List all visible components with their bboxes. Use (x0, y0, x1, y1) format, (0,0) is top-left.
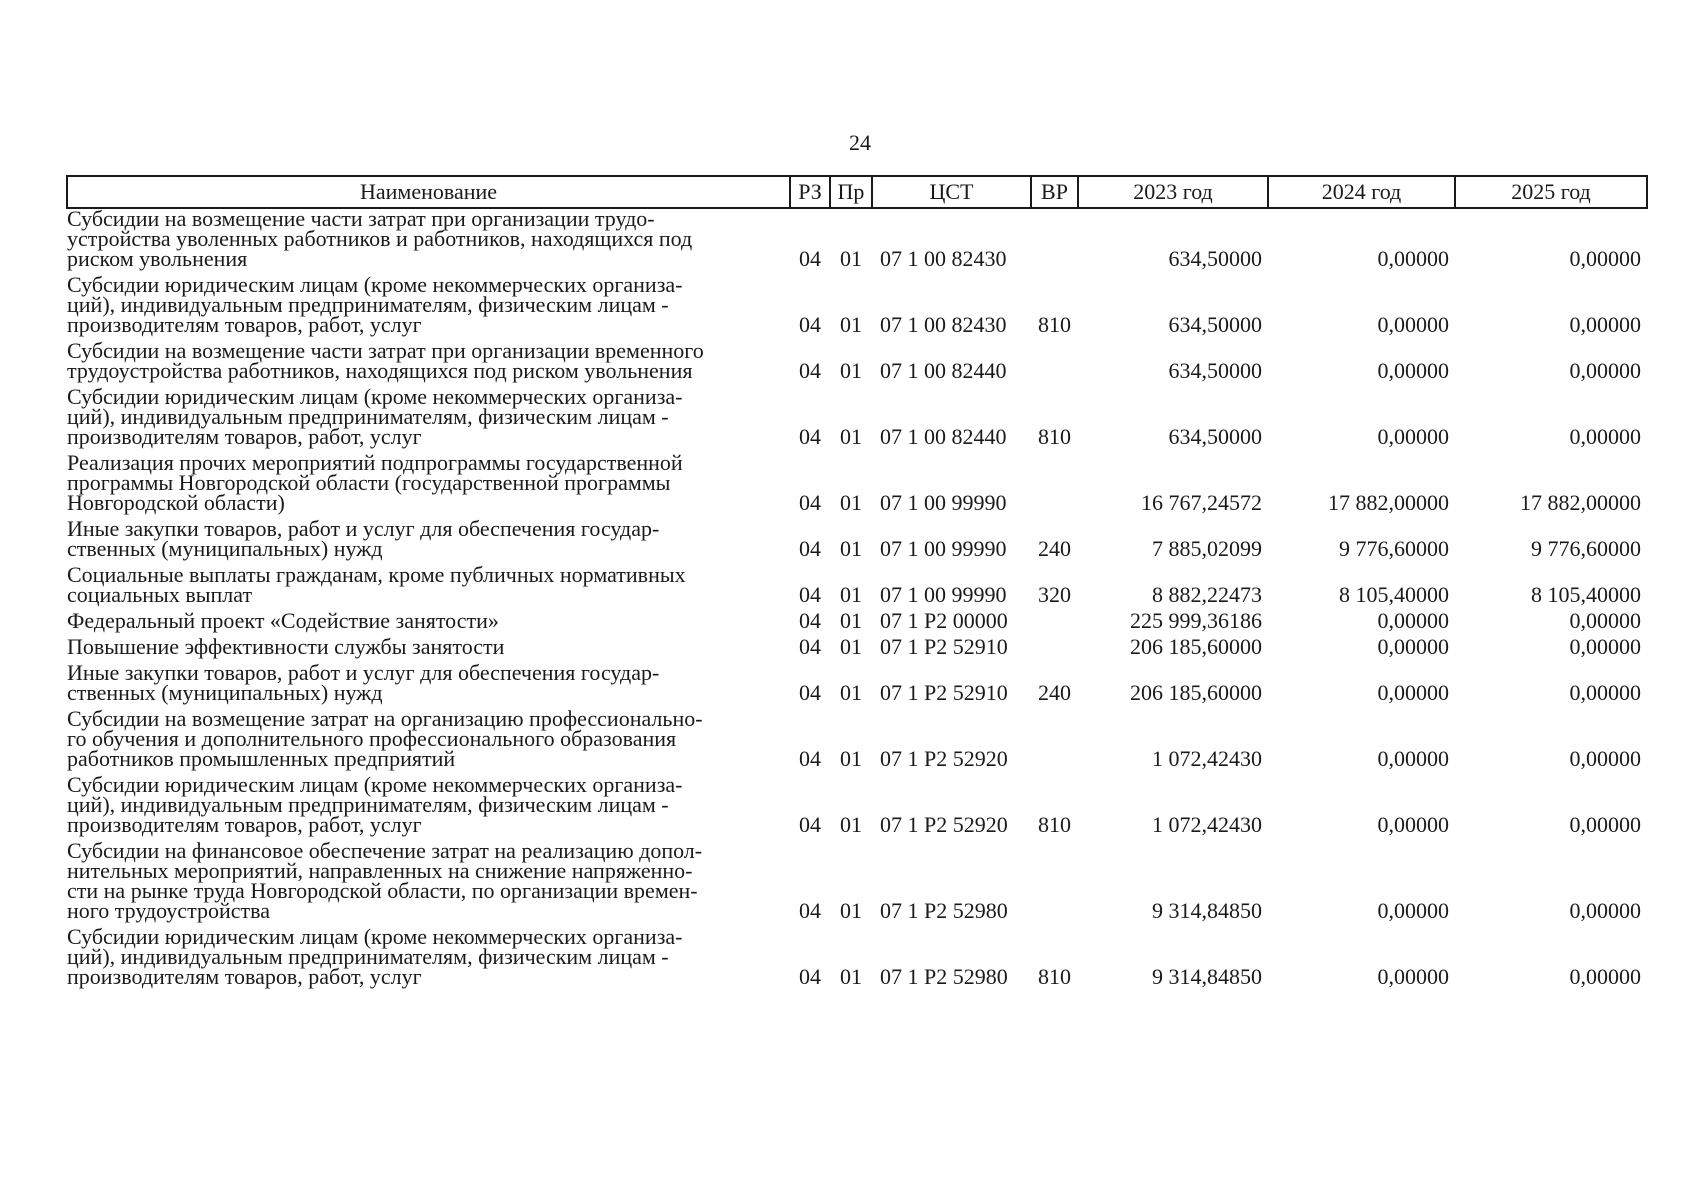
table-row (67, 449, 1647, 515)
row-rz: 04 (799, 964, 821, 989)
row-amount-2023: 9 314,84850 (1152, 964, 1262, 989)
row-cst: 07 1 00 82440 (880, 424, 1007, 449)
row-name-line: Субсидии юридическим лицам (кроме некоммерческих организа- (67, 772, 683, 797)
row-pr: 01 (840, 582, 862, 607)
row-cst: 07 1 00 82430 (880, 312, 1007, 337)
row-name-line: ственных (муниципальных) нужд (67, 680, 383, 705)
row-vr (1031, 633, 1078, 659)
row-vr (1031, 337, 1078, 383)
row-name-line: сти на рынке труда Новгородской области, по организации времен- (67, 878, 698, 903)
row-name-line: Субсидии юридическим лицам (кроме некоммерческих организа- (67, 272, 683, 297)
row-amount-2024: 0,00000 (1377, 246, 1449, 271)
row-name-line: Субсидии на финансовое обеспечение затрат на реализацию допол- (67, 838, 703, 863)
row-vr (1031, 837, 1078, 923)
header-2024: 2024 год (1268, 176, 1455, 208)
row-cst: 07 1 00 99990 (880, 536, 1007, 561)
row-amount-2023: 634,50000 (1168, 424, 1262, 449)
row-name-line: ций), индивидуальным предпринимателям, физическим лицам - (67, 292, 669, 317)
row-name-line: Иные закупки товаров, работ и услуг для обеспечения государ- (67, 516, 660, 541)
row-name-line: ций), индивидуальным предпринимателям, физическим лицам - (67, 404, 669, 429)
row-name-line: устройства уволенных работников и работников, находящихся под (67, 226, 693, 251)
row-name (67, 208, 790, 271)
row-amount-2024: 0,00000 (1377, 358, 1449, 383)
row-name-line: ного трудоустройства (67, 898, 270, 923)
row-rz: 04 (799, 746, 821, 771)
row-name (67, 659, 790, 705)
row-amount-2025: 0,00000 (1569, 358, 1641, 383)
row-vr (1031, 705, 1078, 771)
row-name-line: производителям товаров, работ, услуг (67, 312, 422, 337)
row-pr: 01 (840, 490, 862, 515)
row-amount-2025: 17 882,00000 (1520, 490, 1641, 515)
row-name-line: Социальные выплаты гражданам, кроме публичных нормативных (67, 562, 686, 587)
row-cst: 07 1 00 82440 (880, 358, 1007, 383)
row-rz: 04 (799, 680, 821, 705)
table-row (67, 271, 1647, 337)
row-name-line: ций), индивидуальным предпринимателям, физическим лицам - (67, 944, 669, 969)
row-pr: 01 (840, 246, 862, 271)
row-vr (1031, 449, 1078, 515)
row-rz: 04 (799, 812, 821, 837)
table-row (67, 771, 1647, 837)
row-rz: 04 (799, 634, 821, 659)
row-name (67, 837, 790, 923)
row-vr: 810 (1038, 424, 1071, 449)
row-amount-2023: 634,50000 (1168, 358, 1262, 383)
row-amount-2025: 0,00000 (1569, 680, 1641, 705)
row-vr: 320 (1038, 582, 1071, 607)
row-amount-2023: 634,50000 (1168, 312, 1262, 337)
row-name-line: программы Новгородской области (государственной программы (67, 470, 671, 495)
budget-table (66, 175, 1648, 989)
table-row (67, 633, 1647, 659)
row-name-line: трудоустройства работников, находящихся под риском увольнения (67, 358, 693, 383)
row-amount-2023: 206 185,60000 (1130, 680, 1262, 705)
row-pr: 01 (840, 634, 862, 659)
row-pr: 01 (840, 608, 862, 633)
row-vr (1031, 607, 1078, 633)
row-name-line: Повышение эффективности службы занятости (67, 634, 505, 659)
row-amount-2025: 0,00000 (1569, 246, 1641, 271)
row-amount-2023: 225 999,36186 (1130, 608, 1262, 633)
header-name: Наименование (67, 176, 790, 208)
row-amount-2024: 0,00000 (1377, 312, 1449, 337)
row-pr: 01 (840, 536, 862, 561)
row-vr (1031, 208, 1078, 271)
row-name-line: ций), индивидуальным предпринимателям, физическим лицам - (67, 792, 669, 817)
row-amount-2024: 8 105,40000 (1339, 582, 1449, 607)
row-rz: 04 (799, 582, 821, 607)
row-amount-2024: 9 776,60000 (1339, 536, 1449, 561)
row-name-line: производителям товаров, работ, услуг (67, 424, 422, 449)
row-amount-2025: 0,00000 (1569, 964, 1641, 989)
row-name-line: Субсидии на возмещение части затрат при организации временного (67, 338, 704, 363)
row-vr: 240 (1038, 536, 1071, 561)
row-name (67, 923, 790, 989)
row-pr: 01 (840, 812, 862, 837)
row-amount-2025: 0,00000 (1569, 634, 1641, 659)
row-name-line: Иные закупки товаров, работ и услуг для обеспечения государ- (67, 660, 660, 685)
row-amount-2023: 206 185,60000 (1130, 634, 1262, 659)
row-name (67, 449, 790, 515)
header-cst: ЦСТ (872, 176, 1031, 208)
row-name (67, 607, 790, 633)
row-amount-2024: 0,00000 (1377, 812, 1449, 837)
row-name-line: Субсидии юридическим лицам (кроме некоммерческих организа- (67, 384, 683, 409)
row-rz: 04 (799, 424, 821, 449)
row-rz: 04 (799, 608, 821, 633)
row-name-line: Федеральный проект «Содействие занятости» (67, 608, 499, 633)
row-pr: 01 (840, 898, 862, 923)
row-amount-2025: 0,00000 (1569, 898, 1641, 923)
row-cst: 07 1 P2 52920 (880, 812, 1008, 837)
row-name (67, 561, 790, 607)
row-amount-2024: 0,00000 (1377, 898, 1449, 923)
row-name (67, 383, 790, 449)
row-pr: 01 (840, 358, 862, 383)
table-row (67, 659, 1647, 705)
row-name-line: го обучения и дополнительного профессионального образования (67, 726, 677, 751)
row-vr: 810 (1038, 964, 1071, 989)
row-cst: 07 1 P2 52980 (880, 898, 1008, 923)
header-rz: РЗ (790, 176, 830, 208)
page-number: 24 (849, 130, 871, 155)
header-pr: Пр (830, 176, 872, 208)
row-pr: 01 (840, 424, 862, 449)
table-row (67, 208, 1647, 271)
row-pr: 01 (840, 964, 862, 989)
row-amount-2023: 1 072,42430 (1152, 812, 1262, 837)
row-rz: 04 (799, 898, 821, 923)
row-amount-2025: 0,00000 (1569, 312, 1641, 337)
row-name (67, 515, 790, 561)
row-amount-2024: 0,00000 (1377, 964, 1449, 989)
row-cst: 07 1 00 99990 (880, 490, 1007, 515)
table-row (67, 837, 1647, 923)
row-amount-2024: 17 882,00000 (1328, 490, 1449, 515)
row-name-line: Реализация прочих мероприятий подпрограммы государственной (67, 450, 683, 475)
header-vr: ВР (1031, 176, 1078, 208)
row-amount-2025: 9 776,60000 (1531, 536, 1641, 561)
row-vr: 240 (1038, 680, 1071, 705)
row-amount-2024: 0,00000 (1377, 634, 1449, 659)
row-amount-2023: 8 882,22473 (1152, 582, 1262, 607)
row-rz: 04 (799, 358, 821, 383)
row-name (67, 271, 790, 337)
table-row (67, 337, 1647, 383)
row-cst: 07 1 P2 52920 (880, 746, 1008, 771)
row-cst: 07 1 P2 52980 (880, 964, 1008, 989)
table-header (67, 176, 1647, 208)
row-name-line: нительных мероприятий, направленных на снижение напряженно- (67, 858, 693, 883)
row-name-line: риском увольнения (67, 246, 248, 271)
row-rz: 04 (799, 246, 821, 271)
row-amount-2023: 1 072,42430 (1152, 746, 1262, 771)
table-body (67, 208, 1647, 989)
row-cst: 07 1 P2 52910 (880, 634, 1008, 659)
row-pr: 01 (840, 746, 862, 771)
row-name (67, 633, 790, 659)
row-pr: 01 (840, 312, 862, 337)
row-amount-2023: 7 885,02099 (1152, 536, 1262, 561)
row-amount-2025: 0,00000 (1569, 608, 1641, 633)
header-2025: 2025 год (1455, 176, 1647, 208)
row-name (67, 771, 790, 837)
row-amount-2025: 8 105,40000 (1531, 582, 1641, 607)
row-rz: 04 (799, 536, 821, 561)
row-name-line: социальных выплат (67, 582, 253, 607)
row-name-line: Субсидии юридическим лицам (кроме некоммерческих организа- (67, 924, 683, 949)
row-rz: 04 (799, 312, 821, 337)
row-vr: 810 (1038, 812, 1071, 837)
table-row (67, 923, 1647, 989)
row-amount-2024: 0,00000 (1377, 424, 1449, 449)
table-row (67, 607, 1647, 633)
row-cst: 07 1 00 82430 (880, 246, 1007, 271)
row-amount-2024: 0,00000 (1377, 680, 1449, 705)
row-name-line: Субсидии на возмещение затрат на организацию профессионально- (67, 706, 703, 731)
row-amount-2023: 634,50000 (1168, 246, 1262, 271)
row-cst: 07 1 P2 00000 (880, 608, 1008, 633)
row-amount-2024: 0,00000 (1377, 746, 1449, 771)
row-vr: 810 (1038, 312, 1071, 337)
row-amount-2024: 0,00000 (1377, 608, 1449, 633)
header-row (67, 176, 1647, 208)
row-name (67, 705, 790, 771)
table-row (67, 383, 1647, 449)
row-amount-2025: 0,00000 (1569, 746, 1641, 771)
table-row (67, 705, 1647, 771)
row-name-line: Субсидии на возмещение части затрат при организации трудо- (67, 206, 655, 231)
row-name (67, 337, 790, 383)
row-cst: 07 1 P2 52910 (880, 680, 1008, 705)
row-cst: 07 1 00 99990 (880, 582, 1007, 607)
row-amount-2025: 0,00000 (1569, 424, 1641, 449)
row-name-line: Новгородской области) (67, 490, 285, 515)
row-amount-2023: 16 767,24572 (1141, 490, 1262, 515)
row-name-line: производителям товаров, работ, услуг (67, 812, 422, 837)
row-pr: 01 (840, 680, 862, 705)
table-row (67, 515, 1647, 561)
row-name-line: производителям товаров, работ, услуг (67, 964, 422, 989)
table-row (67, 561, 1647, 607)
header-2023: 2023 год (1078, 176, 1268, 208)
row-rz: 04 (799, 490, 821, 515)
row-name-line: ственных (муниципальных) нужд (67, 536, 383, 561)
row-name-line: работников промышленных предприятий (67, 746, 456, 771)
row-amount-2023: 9 314,84850 (1152, 898, 1262, 923)
row-amount-2025: 0,00000 (1569, 812, 1641, 837)
